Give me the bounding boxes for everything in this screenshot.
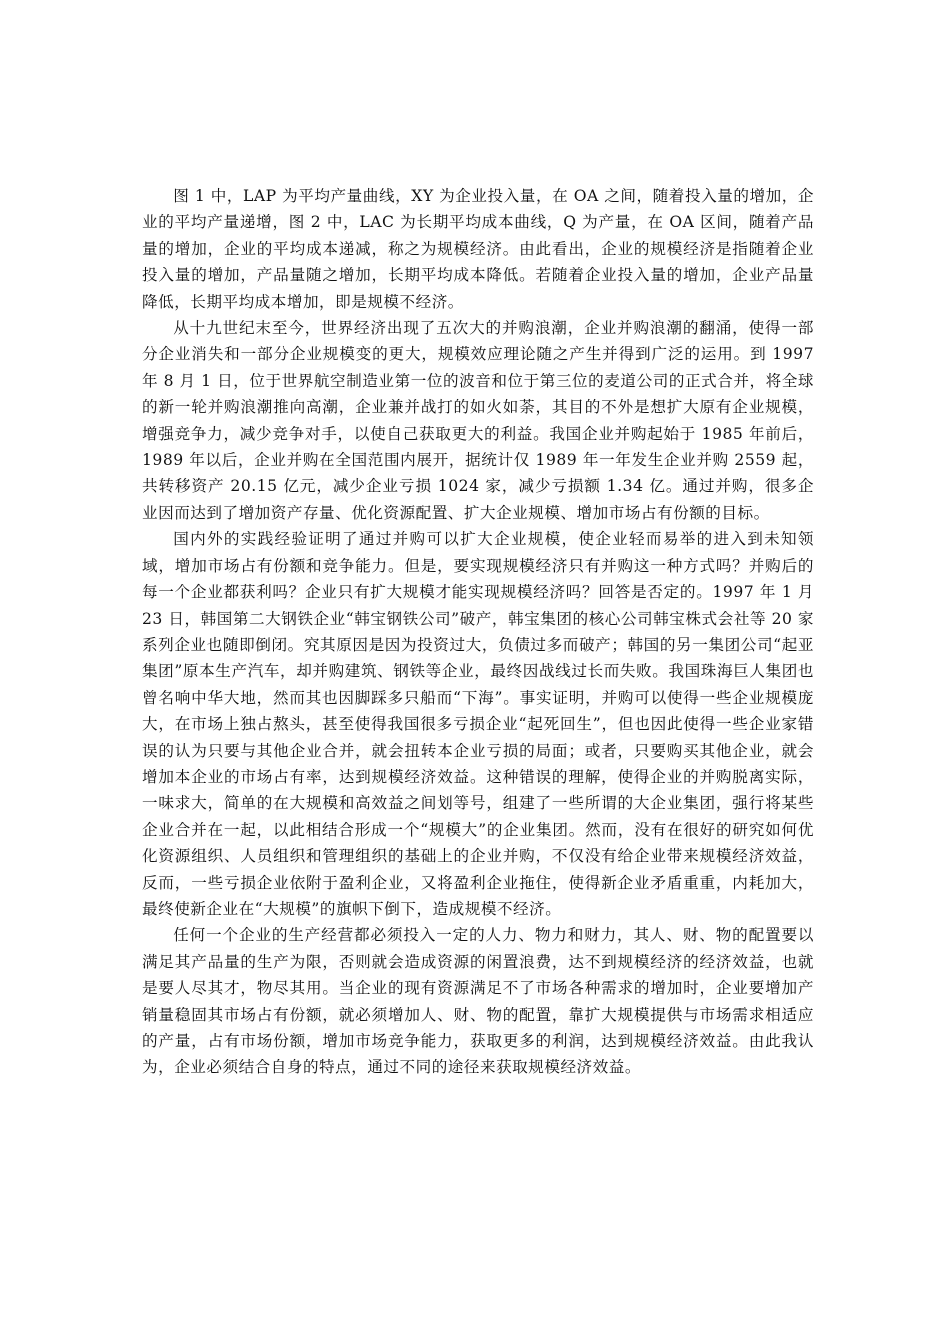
paragraph-3: 国内外的实践经验证明了通过并购可以扩大企业规模，使企业轻而易举的进入到未知领域，增加市场占有份额和竞争能力。但是，要实现规模经济只有并购这一种方式吗？并购后的每一个企业都获利吗？企业只有扩大规模才能实现规模经济吗？回答是否定的。1997 年 1 月 23 日，韩国第二大钢铁企业“韩宝钢铁公司”破产，韩宝集团的核心公司韩宝株式会社等 20 家系列企业也随即倒闭。究其原因是因为投资过大，负债过多而破产；韩国的另一集团公司“起亚集团”原本生产汽车，却并购建筑、钢铁等企业，最终因战线过长而失败。我国珠海巨人集团也曾名响中华大地，然而其也因脚踩多只船而“下海”。事实证明，并购可以使得一些企业规模庞大，在市场上独占熬头，甚至使得我国很多亏损企业“起死回生”，但也因此使得一些企业家错误的认为只要与其他企业合并，就会扭转本企业亏损的局面；或者，只要购买其他企业，就会增加本企业的市场占有率，达到规模经济效益。这种错误的理解，使得企业的并购脱离实际，一味求大，简单的在大规模和高效益之间划等号，组建了一些所谓的大企业集团，强行将某些企业合并在一起，以此相结合形成一个“规模大”的企业集团。然而，没有在很好的研究如何优化资源组织、人员组织和管理组织的基础上的企业并购，不仅没有给企业带来规模经济效益，反而，一些亏损企业依附于盈利企业，又将盈利企业拖住，使得新企业矛盾重重，内耗加大，最终使新企业在“大规模”的旗帜下倒下，造成规模不经济。 bbox=[142, 530, 814, 918]
document-body bbox=[142, 183, 814, 1081]
paragraph-1: 图 1 中，LAP 为平均产量曲线，XY 为企业投入量，在 OA 之间，随着投入量的增加，企业的平均产量递增，图 2 中，LAC 为长期平均成本曲线，Q 为产量，在 OA 区间，随着产品量的增加，企业的平均成本递减，称之为规模经济。由此看出，企业的规模经济是指随着企业投入量的增加，产品量随之增加，长期平均成本降低。若随着企业投入量的增加，企业产品量降低，长期平均成本增加，即是规模不经济。 bbox=[142, 187, 814, 311]
paragraph-4: 任何一个企业的生产经营都必须投入一定的人力、物力和财力，其人、财、物的配置要以满足其产品量的生产为限，否则就会造成资源的闲置浪费，达不到规模经济的经济效益，也就是要人尽其才，物尽其用。当企业的现有资源满足不了市场各种需求的增加时，企业要增加产销量稳固其市场占有份额，就必须增加人、财、物的配置，靠扩大规模提供与市场需求相适应的产量，占有市场份额，增加市场竞争能力，获取更多的利润，达到规模经济效益。由此我认为，企业必须结合自身的特点，通过不同的途径来获取规模经济效益。 bbox=[142, 926, 814, 1077]
paragraph-2: 从十九世纪末至今，世界经济出现了五次大的并购浪潮，企业并购浪潮的翻涌，使得一部分企业消失和一部分企业规模变的更大，规模效应理论随之产生并得到广泛的运用。到 1997 年 8 月 1 日，位于世界航空制造业第一位的波音和位于第三位的麦道公司的正式合并，将全球的新一轮并购浪潮推向高潮，企业兼并战打的如火如荼，其目的不外是想扩大原有企业规模，增强竞争力，减少竞争对手，以使自己获取更大的利益。我国企业并购起始于 1985 年前后，1989 年以后，企业并购在全国范围内展开，据统计仅 1989 年一年发生企业并购 2559 起，共转移资产 20.15 亿元，减少企业亏损 1024 家，减少亏损额 1.34 亿。通过并购，很多企业因而达到了增加资产存量、优化资源配置、扩大企业规模、增加市场占有份额的目标。 bbox=[142, 319, 814, 522]
